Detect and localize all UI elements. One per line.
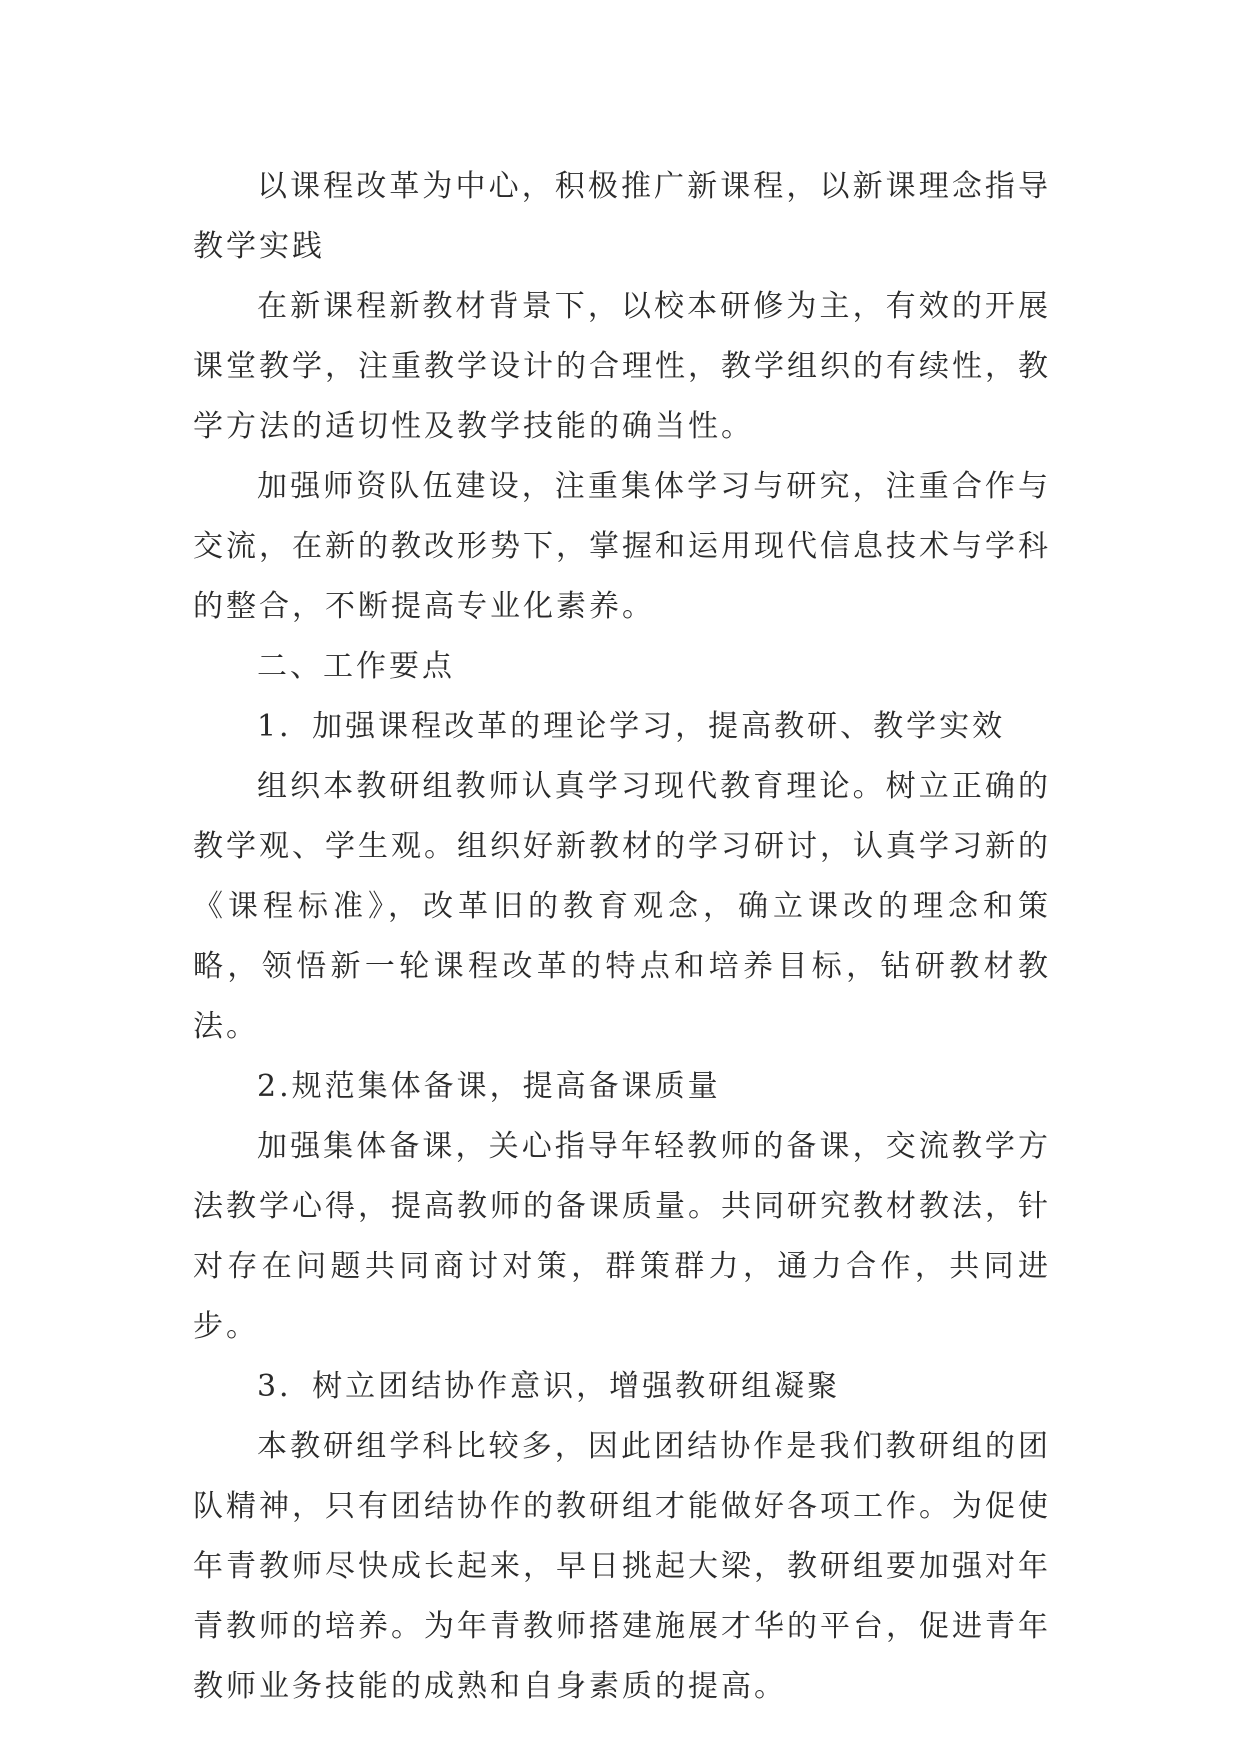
item-heading-3: 3．树立团结协作意识，增强教研组凝聚 [257, 1369, 841, 1404]
paragraph-teacher-team: 加强师资队伍建设，注重集体学习与研究，注重合作与交流，在新的教改形势下，掌握和运用现代信息技术与学科的整合，不断提高专业化素养。 [193, 469, 1051, 624]
section-heading-work-points: 二、工作要点 [257, 649, 455, 684]
paragraph-item-2: 加强集体备课，关心指导年轻教师的备课，交流教学方法教学心得，提高教师的备课质量。共同研究教材教法，针对存在问题共同商讨对策，群策群力，通力合作，共同进步。 [193, 1129, 1051, 1344]
paragraph-new-curriculum: 在新课程新教材背景下，以校本研修为主，有效的开展课堂教学，注重教学设计的合理性，教学组织的有续性，教学方法的适切性及教学技能的确当性。 [193, 289, 1051, 444]
paragraph-item-3: 本教研组学科比较多，因此团结协作是我们教研组的团队精神，只有团结协作的教研组才能做好各项工作。为促使年青教师尽快成长起来，早日挑起大梁，教研组要加强对年青教师的培养。为年青教师搭建施展才华的平台，促进青年教师业务技能的成熟和自身素质的提高。 [193, 1429, 1051, 1704]
item-heading-2: 2.规范集体备课，提高备课质量 [257, 1069, 721, 1104]
paragraph-item-1: 组织本教研组教师认真学习现代教育理论。树立正确的教学观、学生观。组织好新教材的学习研讨，认真学习新的《课程标准》，改革旧的教育观念，确立课改的理念和策略，领悟新一轮课程改革的特点和培养目标，钻研教材教法。 [193, 769, 1051, 1044]
item-heading-1: 1．加强课程改革的理论学习，提高教研、教学实效 [257, 709, 1006, 744]
document-body [193, 157, 1051, 1717]
paragraph-course-reform: 以课程改革为中心，积极推广新课程，以新课理念指导教学实践 [193, 169, 1051, 264]
